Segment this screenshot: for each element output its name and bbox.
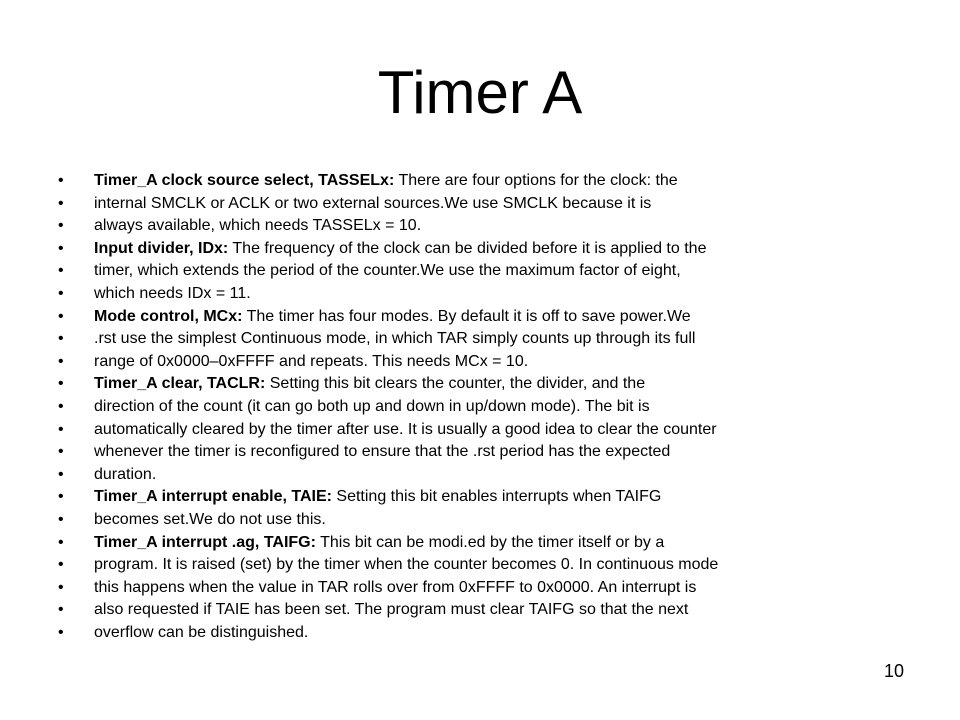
bullet-body: overflow can be distinguished.: [94, 623, 309, 641]
bullet-line: [58, 306, 918, 329]
bullet-line: [58, 419, 918, 442]
bullet-icon: •: [58, 262, 64, 280]
bullet-body: whenever the timer is reconfigured to ensure that the .rst period has the expected: [94, 443, 671, 461]
bullet-body: which needs IDx = 11.: [94, 284, 251, 302]
slide-title: Timer A: [377, 59, 583, 126]
bullet-text: [94, 283, 251, 306]
bullet-body: this happens when the value in TAR rolls over from 0xFFFF to 0x0000. An interrupt is: [94, 578, 697, 596]
bullet-line: [58, 170, 918, 193]
bullet-body: This bit can be modi.ed by the timer itself or by a: [315, 533, 665, 551]
bullet-line: [58, 328, 918, 351]
bullet-body: The frequency of the clock can be divided before it is applied to the: [228, 239, 707, 257]
bullet-term: Timer_A clock source select, TASSELx:: [94, 172, 395, 189]
bullet-text: [94, 260, 681, 283]
bullet-line: [58, 532, 918, 555]
bullet-text: [94, 238, 706, 261]
bullet-icon: •: [58, 307, 64, 325]
bullet-text: [94, 622, 308, 645]
bullet-icon: •: [58, 443, 64, 461]
bullet-term: Timer_A interrupt .ag, TAIFG:: [94, 533, 316, 551]
bullet-body: The timer has four modes. By default it is off to save power.We: [242, 307, 691, 325]
bullet-text: [94, 328, 695, 351]
bullet-body: Setting this bit clears the counter, the divider, and the: [265, 375, 646, 393]
bullet-text: [94, 306, 691, 329]
bullet-text: [94, 577, 696, 600]
bullet-icon: •: [58, 420, 64, 438]
bullet-icon: •: [58, 510, 64, 528]
bullet-icon: •: [58, 488, 64, 506]
bullet-body: .rst use the simplest Continuous mode, in which TAR simply counts up through its full: [94, 330, 696, 348]
bullet-body: program. It is raised (set) by the timer when the counter becomes 0. In continuous mode: [94, 556, 719, 574]
bullet-text: [94, 396, 650, 419]
bullet-icon: •: [58, 330, 64, 348]
bullet-line: [58, 577, 918, 600]
bullet-line: [58, 373, 918, 396]
bullet-icon: •: [58, 217, 64, 235]
bullet-line: [58, 464, 918, 487]
bullet-icon: •: [58, 465, 64, 483]
bullet-line: [58, 486, 918, 509]
bullet-term: Input divider, IDx:: [94, 239, 229, 257]
bullet-icon: •: [58, 533, 64, 551]
bullet-body: range of 0x0000–0xFFFF and repeats. This needs MCx = 10.: [94, 352, 529, 370]
bullet-icon: •: [58, 578, 64, 596]
bullet-line: [58, 396, 918, 419]
bullet-text: [94, 419, 717, 442]
bullet-list: [58, 170, 918, 644]
bullet-text: [94, 441, 670, 464]
bullet-body: automatically cleared by the timer after use. It is usually a good idea to clear the counter: [94, 420, 717, 438]
bullet-icon: •: [58, 556, 64, 574]
bullet-body: becomes set.We do not use this.: [94, 510, 326, 528]
bullet-line: [58, 215, 918, 238]
bullet-term: Timer_A interrupt enable, TAIE:: [94, 488, 332, 506]
bullet-body: internal SMCLK or ACLK or two external sources.We use SMCLK because it is: [94, 194, 652, 212]
bullet-text: [94, 599, 688, 622]
bullet-line: [58, 441, 918, 464]
bullet-text: [94, 215, 421, 238]
bullet-line: [58, 554, 918, 577]
bullet-icon: •: [58, 375, 64, 393]
bullet-icon: •: [58, 194, 64, 212]
bullet-body: Setting this bit enables interrupts when TAIFG: [331, 488, 662, 506]
bullet-icon: •: [58, 172, 64, 189]
bullet-body: duration.: [94, 465, 157, 483]
bullet-body: timer, which extends the period of the counter.We use the maximum factor of eight,: [94, 262, 681, 280]
bullet-line: [58, 260, 918, 283]
bullet-line: [58, 351, 918, 374]
bullet-icon: •: [58, 397, 64, 415]
bullet-text: [94, 486, 661, 509]
bullet-text: [94, 554, 718, 577]
bullet-line: [58, 283, 918, 306]
bullet-body: direction of the count (it can go both up and down in up/down mode). The bit is: [94, 397, 650, 415]
bullet-text: [94, 373, 645, 396]
page-number: 10: [883, 661, 904, 681]
bullet-line: [58, 509, 918, 532]
bullet-icon: •: [58, 601, 64, 619]
bullet-icon: •: [58, 623, 64, 641]
bullet-icon: •: [58, 284, 64, 302]
bullet-text: [94, 193, 651, 216]
bullet-body: There are four options for the clock: the: [394, 172, 678, 189]
bullet-icon: •: [58, 352, 64, 370]
bullet-text: [94, 509, 326, 532]
bullet-term: Mode control, MCx:: [94, 307, 243, 325]
bullet-text: [94, 532, 664, 555]
bullet-line: [58, 193, 918, 216]
bullet-line: [58, 599, 918, 622]
bullet-text: [94, 170, 678, 193]
bullet-line: [58, 238, 918, 261]
bullet-line: [58, 622, 918, 645]
bullet-icon: •: [58, 239, 64, 257]
bullet-text: [94, 351, 528, 374]
bullet-body: always available, which needs TASSELx = 10.: [94, 217, 422, 235]
bullet-term: Timer_A clear, TACLR:: [94, 375, 266, 393]
bullet-body: also requested if TAIE has been set. The program must clear TAIFG so that the next: [94, 601, 689, 619]
bullet-text: [94, 464, 156, 487]
